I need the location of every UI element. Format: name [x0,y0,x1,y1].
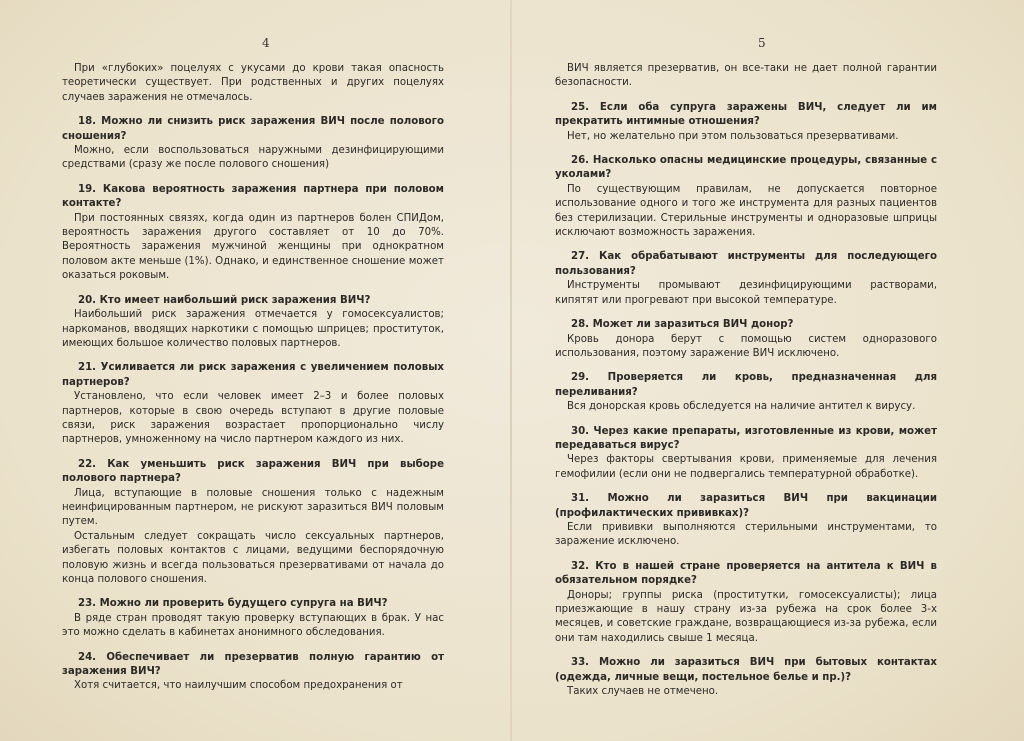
answer-text: Можно, если воспользоваться наружными дезинфицирующими средствами (сразу же после полового сношения) [62,145,444,171]
answer-text: Нет, но желательно при этом пользоваться презервативами. [567,130,899,142]
question-heading: 26. Насколько опасны медицинские процедуры, связанные с уколами? [555,155,937,181]
answer-text: Установлено, что если человек имеет 2–3 и более половых партнеров, которые в свою очередь вступают в другие половые связи, риск заражения возрастает пропорционально числу партнеров, умноженному на число партнером каждого из них. [62,391,444,446]
left-page-number: 4 [262,36,270,50]
left-page-column [62,62,444,704]
answer-text: Инструменты промывают дезинфицирующими растворами, кипятят или прогревают при высокой температуре. [555,280,937,306]
right-intro-text: ВИЧ является презерватив, он все-таки не дает полной гарантии безопасности. [555,63,937,89]
answer-text: Кровь донора берут с помощью систем одноразового использования, поэтому заражение ВИЧ исключено. [555,333,937,359]
answer-text: При постоянных связях, когда один из партнеров болен СПИДом, вероятность заражения другого составляет от 10 до 70%. Вероятность заражения мужчиной женщины при однократном половом акте меньше (1%). Однако, и единственное сношение может оказаться роковым. [62,212,444,282]
question-heading: 29. Проверяется ли кровь, предназначенная для переливания? [555,372,937,398]
question-29 [555,371,937,414]
right-page-column [555,62,937,709]
question-32 [555,560,937,646]
answer-text: Если прививки выполняются стерильными инструментами, то заражение исключено. [555,521,937,548]
question-28 [555,318,937,361]
answer-text: Лица, вступающие в половые сношения только с надежным неинфицированным партнером, не рискуют заразиться ВИЧ половым путем. [62,487,444,528]
question-heading: 22. Как уменьшить риск заражения ВИЧ при выборе полового партнера? [62,458,444,485]
question-heading: 31. Можно ли заразиться ВИЧ при вакцинации (профилактических прививках)? [555,493,937,519]
question-22 [62,458,444,588]
answer-text: Через факторы свертывания крови, применяемые для лечения гемофилии (если они не подвергались температурной обработке). [555,454,937,480]
answer-text: По существующим правилам, не допускается повторное использование одного и того же инструмента для разных пациентов без стерилизации. Стерильные инструменты и одноразовые шприцы исключают возможность заражения. [555,183,937,239]
question-25 [555,101,937,144]
question-19 [62,183,444,284]
page-fold [510,0,512,741]
question-26 [555,154,937,240]
question-heading: 24. Обеспечивает ли презерватив полную гарантию от заражения ВИЧ? [62,651,444,678]
answer-text: Наибольший риск заражения отмечается у гомосексуалистов; наркоманов, вводящих наркотики с помощью шприцев; проституток, имеющих большое количество половых партнеров. [62,309,444,349]
question-heading: 23. Можно ли проверить будущего супруга на ВИЧ? [78,598,388,610]
question-heading: 21. Усиливается ли риск заражения с увеличением половых партнеров? [62,362,444,388]
answer-text: Доноры; группы риска (проститутки, гомосексуалисты); лица приезжающие в нашу страну из-за рубежа на срок более 3-х месяцев, и советские граждане, возвращающиеся из-за рубежа, если они там находились свыше 1 месяца. [555,589,937,644]
question-31 [555,492,937,550]
question-23 [62,597,444,640]
answer-text: Хотя считается, что наилучшим способом предохранения от [74,680,403,692]
question-33 [555,656,937,699]
question-18 [62,115,444,173]
answer-text: Вся донорская кровь обследуется на наличие антител к вирусу. [567,401,916,413]
question-21 [62,361,444,447]
question-heading: 27. Как обрабатывают инструменты для последующего пользования? [555,251,937,277]
question-20 [62,294,444,352]
question-heading: 33. Можно ли заразиться ВИЧ при бытовых контактах (одежда, личные вещи, постельное белье и пр.)? [555,657,937,683]
answer-text: Таких случаев не отмечено. [567,686,719,698]
question-heading: 30. Через какие препараты, изготовленные из крови, может передаваться вирус? [555,425,937,451]
question-heading: 20. Кто имеет наибольший риск заражения ВИЧ? [78,294,371,306]
question-heading: 25. Если оба супруга заражены ВИЧ, следует ли им прекратить интимные отношения? [555,101,937,128]
question-30 [555,425,937,483]
left-intro-text: При «глубоких» поцелуях с укусами до крови такая опасность теоретически существует. При родственных и других поцелуях случаев заражения не отмечалось. [62,63,444,103]
question-heading: 19. Какова вероятность заражения партнера при половом контакте? [62,183,444,210]
question-heading: 32. Кто в нашей стране проверяется на антитела к ВИЧ в обязательном порядке? [555,560,937,587]
answer-text: В ряде стран проводят такую проверку вступающих в брак. У нас это можно сделать в кабинетах анонимного обследования. [62,612,444,639]
question-27 [555,250,937,308]
question-heading: 28. Может ли заразиться ВИЧ донор? [571,319,794,331]
question-heading: 18. Можно ли снизить риск заражения ВИЧ после полового сношения? [62,116,444,142]
right-page-number: 5 [758,36,766,50]
answer-text: Остальным следует сокращать число сексуальных партнеров, избегать половых контактов с лицами, ведущими беспорядочную половую жизнь и всегда пользоваться презервативами от начала до конца полового сношения. [62,530,444,585]
question-24 [62,651,444,694]
